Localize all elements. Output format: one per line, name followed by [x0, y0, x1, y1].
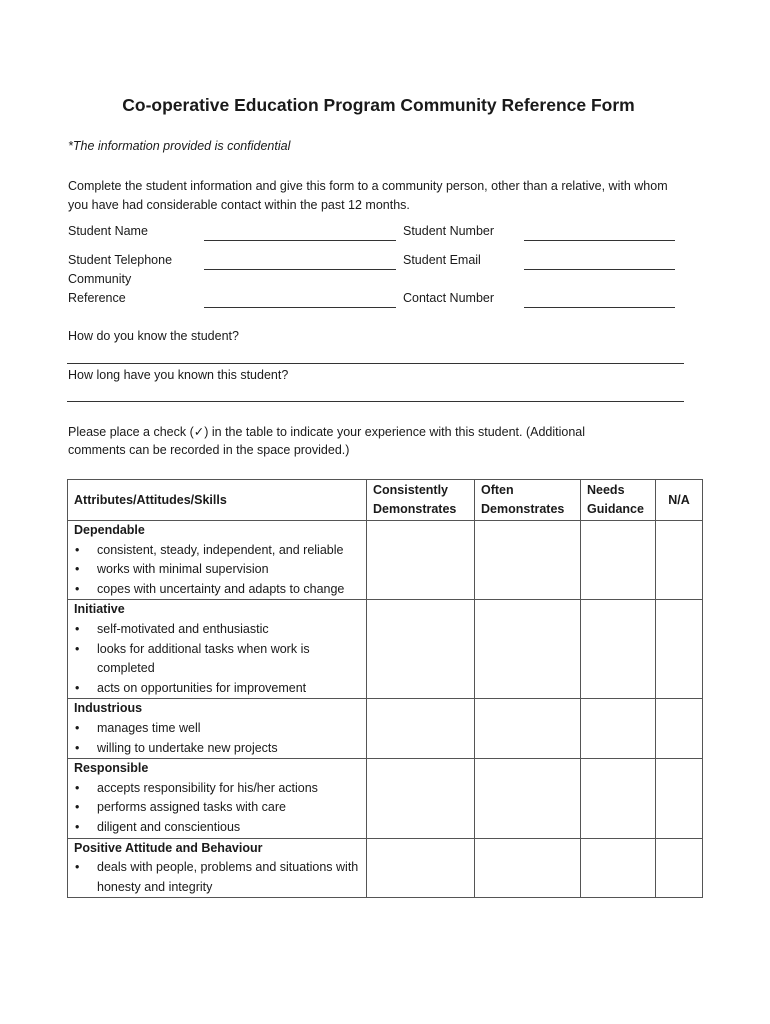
how-long-answer-field[interactable] [67, 401, 684, 402]
check-cell-often[interactable] [475, 600, 581, 699]
intro-text: Complete the student information and give this form to a community person, other than a relative, with whom you have had considerable contact within the past 12 months. [68, 179, 668, 212]
check-cell-na[interactable] [656, 521, 703, 600]
check-cell-consistently[interactable] [367, 838, 475, 898]
attribute-cell-dependable [68, 521, 367, 600]
student-email-field[interactable] [524, 269, 675, 270]
check-cell-often[interactable] [475, 838, 581, 898]
table-header-row [68, 480, 703, 521]
check-cell-consistently[interactable] [367, 600, 475, 699]
check-cell-often[interactable] [475, 759, 581, 838]
list-item: • acts on opportunities for improvement [74, 679, 360, 699]
table-row [68, 838, 703, 898]
check-cell-needs-guidance[interactable] [581, 600, 656, 699]
header-needs-line2: Guidance [587, 502, 644, 516]
student-telephone-label: Student Telephone [68, 253, 173, 267]
table-row [68, 699, 703, 759]
list-item: • looks for additional tasks when work is completed [74, 640, 360, 679]
student-number-field[interactable] [524, 240, 675, 241]
check-cell-needs-guidance[interactable] [581, 521, 656, 600]
category-title: Dependable [74, 523, 145, 537]
header-na: N/A [656, 480, 703, 521]
student-name-label: Student Name [68, 224, 148, 238]
student-number-label: Student Number [403, 224, 495, 238]
community-reference-label-line2: Reference [68, 291, 126, 305]
category-title: Initiative [74, 602, 125, 617]
check-cell-na[interactable] [656, 600, 703, 699]
how-know-answer-field[interactable] [67, 363, 684, 364]
check-cell-needs-guidance[interactable] [581, 699, 656, 759]
contact-number-field[interactable] [524, 307, 675, 308]
table-row [68, 600, 703, 699]
check-cell-na[interactable] [656, 838, 703, 898]
student-email-label: Student Email [403, 253, 481, 267]
confidential-note: *The information provided is confidential [68, 139, 291, 153]
student-name-field[interactable] [204, 240, 396, 241]
header-often-line1: Often [481, 483, 514, 497]
check-cell-consistently[interactable] [367, 521, 475, 600]
instructions-line1: Please place a check (✓) in the table to indicate your experience with this student. (Additional [68, 425, 586, 439]
header-consistently-line1: Consistently [373, 483, 449, 497]
check-cell-needs-guidance[interactable] [581, 759, 656, 838]
category-title: Responsible [74, 761, 149, 776]
check-cell-consistently[interactable] [367, 759, 475, 838]
how-long-question: How long have you known this student? [68, 368, 289, 382]
list-item: • copes with uncertainty and adapts to change [74, 580, 360, 600]
how-know-question: How do you know the student? [68, 329, 239, 343]
header-consistently-demonstrates [367, 480, 475, 521]
header-needs-guidance [581, 480, 656, 521]
student-telephone-field[interactable] [204, 269, 396, 270]
check-cell-na[interactable] [656, 699, 703, 759]
list-item: • works with minimal supervision [74, 560, 360, 580]
form-title: Co-operative Education Program Community Reference Form [122, 95, 635, 115]
category-title: Industrious [74, 701, 143, 716]
list-item: • willing to undertake new projects [74, 739, 360, 759]
check-cell-often[interactable] [475, 521, 581, 600]
attribute-cell-industrious [68, 699, 367, 759]
header-often-demonstrates [475, 480, 581, 521]
category-title: Positive Attitude and Behaviour [74, 840, 263, 855]
attribute-cell-responsible [68, 759, 367, 838]
header-needs-line1: Needs [587, 483, 625, 497]
check-cell-needs-guidance[interactable] [581, 838, 656, 898]
table-row [68, 759, 703, 838]
attribute-cell-initiative [68, 600, 367, 699]
list-item: • deals with people, problems and situations with honesty and integrity [74, 858, 360, 897]
table-row [68, 521, 703, 600]
list-item: • manages time well [74, 719, 360, 739]
check-cell-often[interactable] [475, 699, 581, 759]
list-item: • consistent, steady, independent, and reliable [74, 541, 360, 561]
list-item: • performs assigned tasks with care [74, 798, 360, 818]
header-consistently-line2: Demonstrates [373, 502, 457, 516]
header-attributes: Attributes/Attitudes/Skills [68, 480, 367, 521]
community-reference-label-line1: Community [68, 272, 132, 286]
instructions-line2: comments can be recorded in the space provided.) [68, 443, 350, 457]
list-item: • accepts responsibility for his/her actions [74, 779, 360, 799]
list-item: • diligent and conscientious [74, 818, 360, 838]
contact-number-label: Contact Number [403, 291, 495, 305]
community-reference-field[interactable] [204, 307, 396, 308]
reference-table [67, 479, 703, 898]
check-cell-consistently[interactable] [367, 699, 475, 759]
check-cell-na[interactable] [656, 759, 703, 838]
attribute-cell-positive-attitude [68, 838, 367, 898]
list-item: • self-motivated and enthusiastic [74, 620, 360, 640]
header-often-line2: Demonstrates [481, 502, 565, 516]
